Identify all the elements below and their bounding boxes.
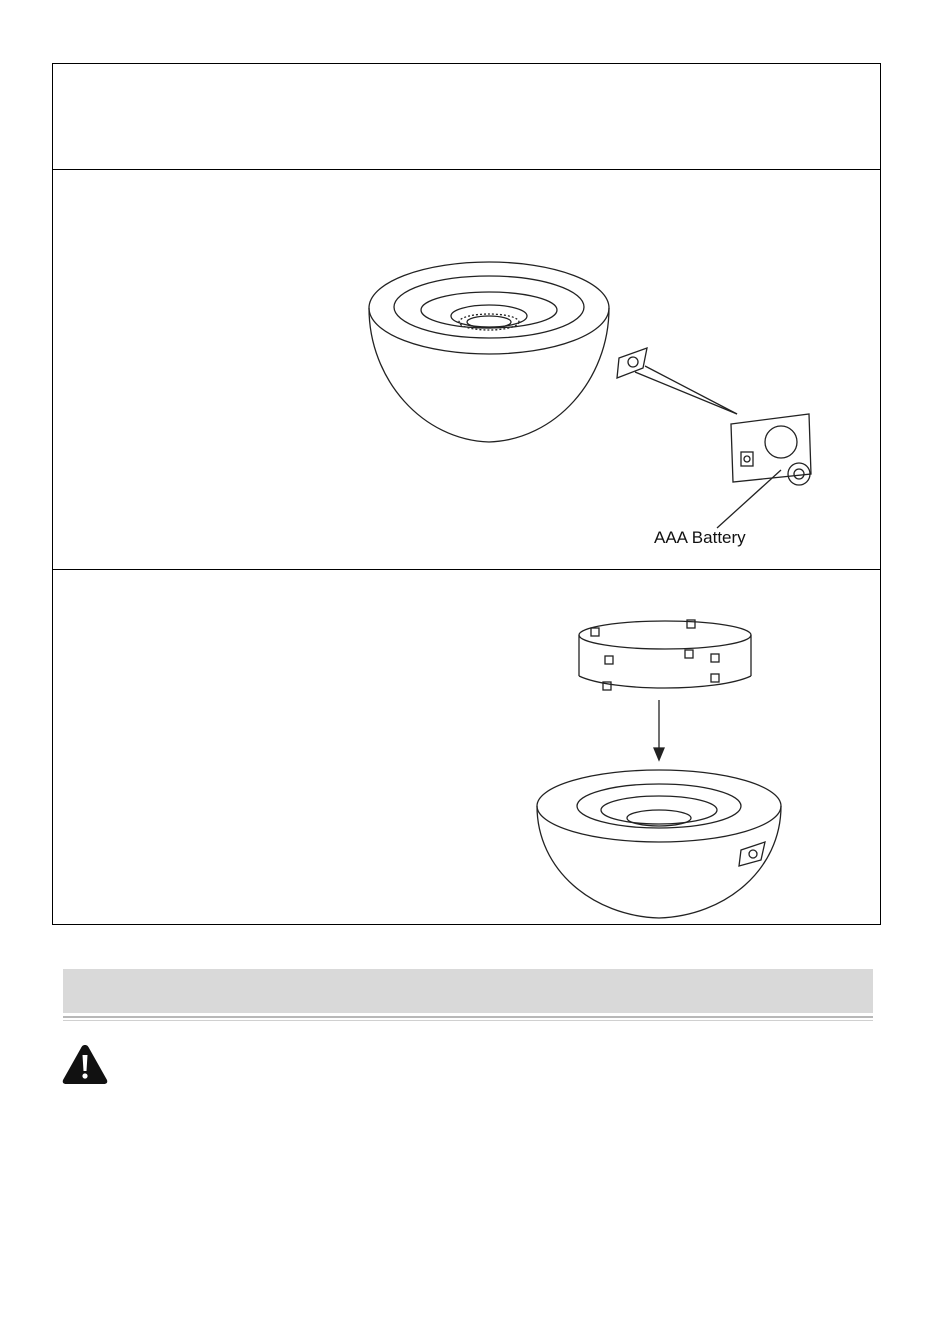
fire-pit-bowl-illustration [53, 170, 882, 570]
step-row-wind-guard [53, 570, 880, 924]
section-header-bar [63, 969, 873, 1013]
glass-wind-guard-illustration [53, 570, 882, 924]
section-divider-thin [63, 1020, 873, 1021]
step-row-1 [53, 64, 880, 170]
step-row-battery [53, 170, 880, 570]
warning-triangle-icon [61, 1043, 109, 1085]
instruction-steps-frame [52, 63, 881, 925]
section-divider [63, 1016, 873, 1018]
battery-callout-label: AAA Battery [654, 528, 746, 547]
